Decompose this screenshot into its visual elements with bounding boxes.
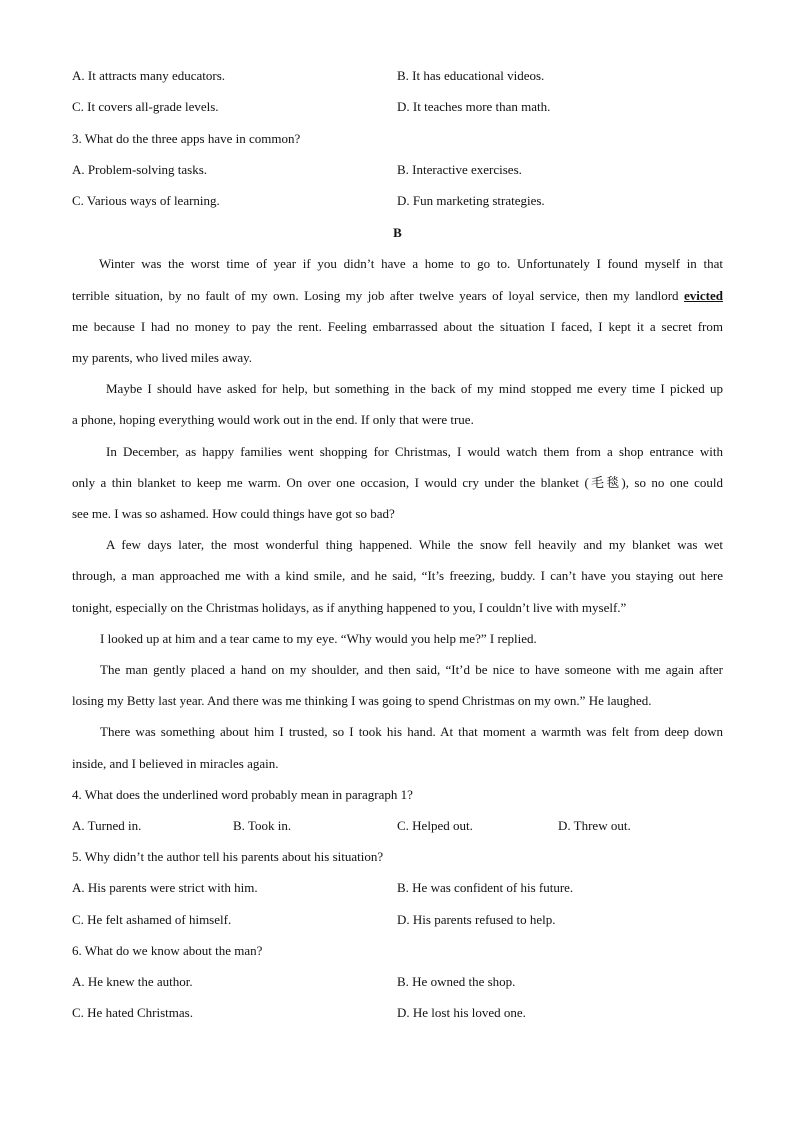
passage-p2-line1: Maybe I should have asked for help, but something in the back of my mind stopped me every time I picked up xyxy=(106,381,723,396)
q4-option-c: C. Helped out. xyxy=(397,818,473,833)
q5-option-a: A. His parents were strict with him. xyxy=(72,880,258,895)
passage-p6-line2: losing my Betty last year. And there was me thinking I was going to spend Christmas on my own.” He laughed. xyxy=(72,693,652,708)
q6-option-a: A. He knew the author. xyxy=(72,974,193,989)
passage-p1-line4: my parents, who lived miles away. xyxy=(72,350,253,365)
q2-option-b: B. It has educational videos. xyxy=(397,68,545,83)
passage-p3-line2: only a thin blanket to keep me warm. On over one occasion, I would cry under the blanket (毛毯), so no one could xyxy=(72,475,723,490)
passage-p3-line1: In December, as happy families went shopping for Christmas, I would watch them from a shop entrance with xyxy=(106,444,723,459)
passage-p7-line1: There was something about him I trusted, so I took his hand. At that moment a warmth was felt from deep down xyxy=(100,724,723,739)
q3-question: 3. What do the three apps have in common? xyxy=(72,131,301,146)
q6-option-d: D. He lost his loved one. xyxy=(397,1005,526,1020)
q2-option-a: A. It attracts many educators. xyxy=(72,68,226,83)
passage-p4-line3: tonight, especially on the Christmas holidays, as if anything happened to you, I couldn’t live with myself.” xyxy=(72,600,627,615)
q3-option-d: D. Fun marketing strategies. xyxy=(397,193,545,208)
q2-option-c: C. It covers all-grade levels. xyxy=(72,99,219,114)
q5-option-b: B. He was confident of his future. xyxy=(397,880,574,895)
passage-p1-line2-text: terrible situation, by no fault of my own. Losing my job after twelve years of loyal service, then my landlord xyxy=(72,288,679,303)
q4-option-b: B. Took in. xyxy=(233,818,292,833)
q3-option-a: A. Problem-solving tasks. xyxy=(72,162,208,177)
q3-option-c: C. Various ways of learning. xyxy=(72,193,220,208)
q6-option-b: B. He owned the shop. xyxy=(397,974,516,989)
q4-question: 4. What does the underlined word probably mean in paragraph 1? xyxy=(72,787,413,802)
passage-p1-line2 xyxy=(72,288,723,304)
q5-option-c: C. He felt ashamed of himself. xyxy=(72,912,232,927)
q6-option-c: C. He hated Christmas. xyxy=(72,1005,193,1020)
passage-p5-line1: I looked up at him and a tear came to my eye. “Why would you help me?” I replied. xyxy=(100,631,537,646)
section-title: B xyxy=(393,225,402,240)
q3-option-b: B. Interactive exercises. xyxy=(397,162,522,177)
q2-option-d: D. It teaches more than math. xyxy=(397,99,551,114)
passage-p1-line1: Winter was the worst time of year if you didn’t have a home to go to. Unfortunately I found myself in that xyxy=(99,256,723,271)
q4-option-a: A. Turned in. xyxy=(72,818,142,833)
underlined-keyword: evicted xyxy=(684,288,724,303)
q6-question: 6. What do we know about the man? xyxy=(72,943,263,958)
passage-p1-line3: me because I had no money to pay the rent. Feeling embarrassed about the situation I faced, I kept it a secret from xyxy=(72,319,723,334)
passage-p7-line2: inside, and I believed in miracles again. xyxy=(72,756,279,771)
q5-question: 5. Why didn’t the author tell his parents about his situation? xyxy=(72,849,384,864)
passage-p3-line3: see me. I was so ashamed. How could things have got so bad? xyxy=(72,506,395,521)
q4-option-d: D. Threw out. xyxy=(558,818,631,833)
passage-p6-line1: The man gently placed a hand on my shoulder, and then said, “It’d be nice to have someone with me again after xyxy=(100,662,723,677)
passage-p4-line1: A few days later, the most wonderful thing happened. While the snow fell heavily and my blanket was wet xyxy=(106,537,723,552)
passage-p4-line2: through, a man approached me with a kind smile, and he said, “It’s freezing, buddy. I can’t have you staying out here xyxy=(72,568,723,583)
q5-option-d: D. His parents refused to help. xyxy=(397,912,556,927)
passage-p2-line2: a phone, hoping everything would work out in the end. If only that were true. xyxy=(72,412,474,427)
